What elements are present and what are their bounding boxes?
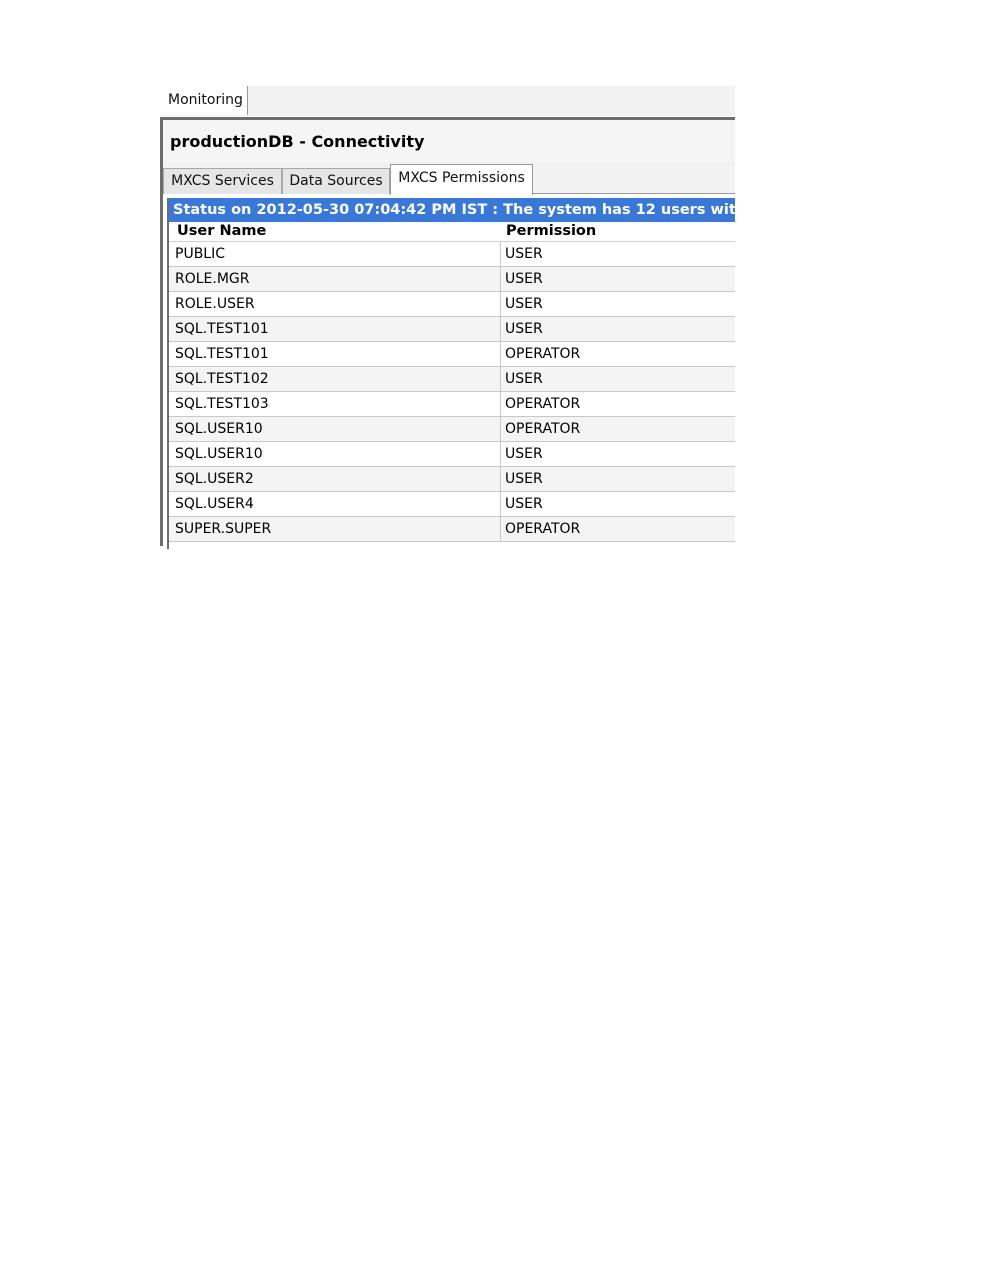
user-name-cell: SQL.TEST103 (175, 396, 269, 412)
permission-cell: USER (500, 242, 543, 266)
permission-cell: USER (500, 467, 543, 491)
table-row[interactable] (169, 442, 735, 467)
permission-cell: OPERATOR (500, 417, 580, 441)
table-row[interactable] (169, 317, 735, 342)
table-row[interactable] (169, 517, 735, 542)
user-name-cell: SQL.USER10 (175, 446, 263, 462)
panel-header (163, 120, 735, 162)
tab-monitoring[interactable]: Monitoring (160, 86, 248, 115)
permission-cell: OPERATOR (500, 392, 580, 416)
permissions-content (167, 198, 989, 549)
permission-cell: OPERATOR (500, 342, 580, 366)
user-name-cell: ROLE.USER (175, 296, 255, 312)
permission-cell: USER (500, 442, 543, 466)
column-header-user-name[interactable]: User Name (177, 223, 267, 239)
user-name-cell: SQL.USER10 (175, 421, 263, 437)
table-row[interactable] (169, 367, 735, 392)
table-row[interactable] (169, 417, 735, 442)
table-row[interactable] (169, 267, 735, 292)
user-name-cell: PUBLIC (175, 246, 225, 262)
permission-cell: USER (500, 367, 543, 391)
table-header (169, 222, 735, 242)
top-tab-strip (160, 86, 735, 116)
table-row[interactable] (169, 392, 735, 417)
tab-mxcs-permissions[interactable]: MXCS Permissions (390, 164, 533, 195)
user-name-cell: SQL.TEST101 (175, 346, 269, 362)
permission-cell: USER (500, 492, 543, 516)
column-header-permission[interactable]: Permission (506, 223, 597, 239)
tab-data-sources[interactable]: Data Sources (282, 168, 390, 194)
panel-title: productionDB - Connectivity (170, 132, 425, 151)
tab-mxcs-services[interactable]: MXCS Services (163, 168, 282, 194)
user-name-cell: ROLE.MGR (175, 271, 250, 287)
permission-cell: USER (500, 317, 543, 341)
user-name-cell: SQL.TEST102 (175, 371, 269, 387)
table-row[interactable] (169, 342, 735, 367)
table-row[interactable] (169, 467, 735, 492)
user-name-cell: SQL.USER2 (175, 471, 254, 487)
subtab-bar (163, 162, 735, 194)
permission-cell: OPERATOR (500, 517, 580, 541)
user-name-cell: SQL.USER4 (175, 496, 254, 512)
table-row[interactable] (169, 492, 735, 517)
status-bar: Status on 2012-05-30 07:04:42 PM IST : The system has 12 users with operator or user permissions (169, 198, 735, 222)
permissions-table-body (169, 242, 735, 542)
connectivity-window (160, 86, 989, 546)
user-name-cell: SQL.TEST101 (175, 321, 269, 337)
permission-cell: USER (500, 267, 543, 291)
connectivity-panel (160, 117, 989, 546)
table-row[interactable] (169, 292, 735, 317)
table-row[interactable] (169, 242, 735, 267)
user-name-cell: SUPER.SUPER (175, 521, 272, 537)
permission-cell: USER (500, 292, 543, 316)
